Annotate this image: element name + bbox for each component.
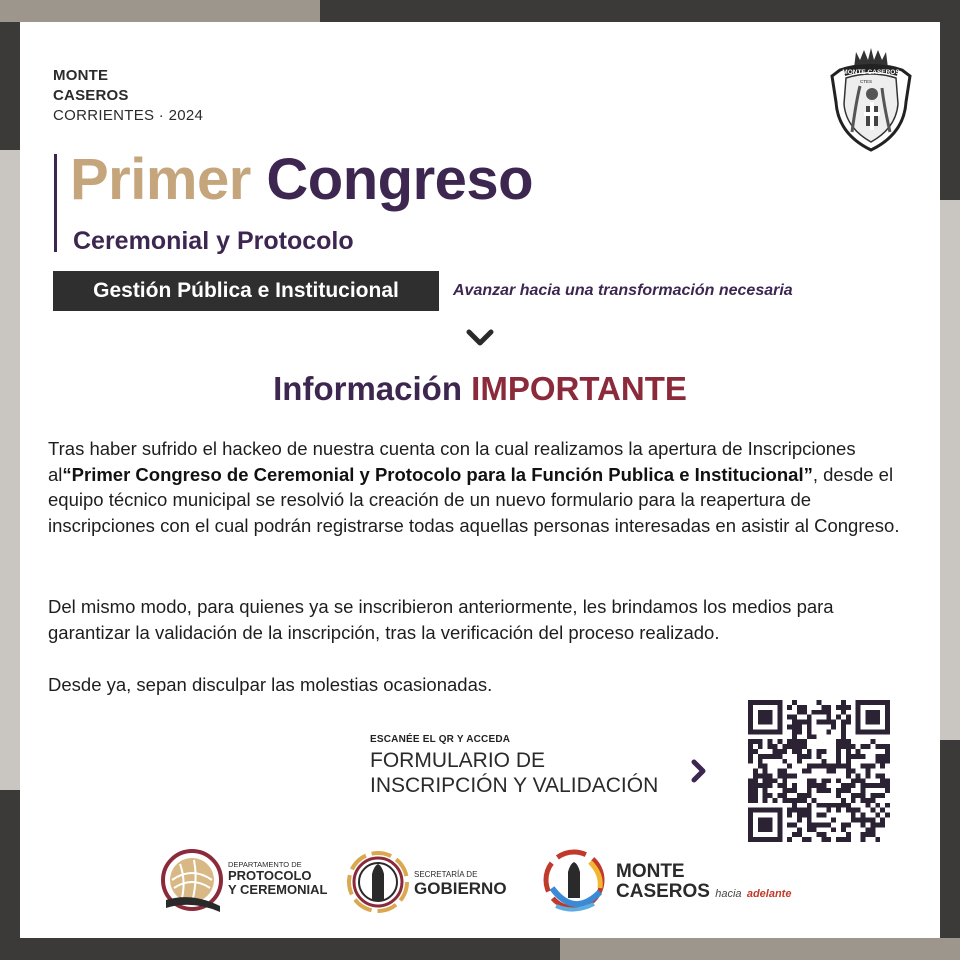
region-year: CORRIENTES · 2024	[53, 107, 204, 124]
frame-right-light	[940, 200, 960, 740]
secretaria-line1: GOBIERNO	[414, 879, 507, 898]
municipio-logo-text	[616, 862, 791, 904]
frame-bottom-gray	[560, 938, 960, 960]
info-heading-part1: Información	[273, 370, 462, 407]
paragraph-1	[48, 436, 918, 538]
paragraph-2: Del mismo modo, para quienes ya se inscribieron anteriormente, les brindamos los medios para garantizar la validación de la inscripción, tras la verificación del proceso realizado.	[48, 596, 834, 643]
city-line2: CASEROS	[53, 87, 129, 104]
info-heading-part2: IMPORTANTE	[471, 370, 687, 407]
form-title	[370, 748, 658, 798]
monte-caseros-crest-icon	[826, 42, 916, 154]
badge-gestion: Gestión Pública e Institucional	[53, 271, 439, 311]
protocolo-logo-icon	[160, 848, 226, 918]
secretaria-small: SECRETARÍA DE	[414, 870, 478, 879]
form-title-line2: INSCRIPCIÓN Y VALIDACIÓN	[370, 774, 659, 797]
svg-text:CTES: CTES	[860, 79, 873, 84]
poster-card	[20, 22, 940, 938]
info-heading	[20, 370, 940, 408]
p1-end: , desde el equipo técnico municipal se resolvió la creación de un nuevo formulario para la reapertura de inscripciones con el cual podrán registrarse todas aquellas personas interesadas en asistir al Congreso.	[48, 463, 900, 536]
municipio-line1: MONTE	[616, 861, 685, 882]
secretaria-logo-icon	[346, 848, 412, 918]
municipio-line2: CASEROS	[616, 881, 710, 902]
subtitle: Ceremonial y Protocolo	[73, 227, 354, 255]
form-title-line1: FORMULARIO DE	[370, 749, 546, 772]
municipio-logo-icon	[542, 848, 608, 918]
title-word-congreso: Congreso	[266, 147, 534, 212]
qr-instruction: ESCANÉE EL QR Y ACCEDA	[370, 734, 511, 745]
protocolo-small: DEPARTAMENTO DE	[228, 860, 302, 869]
qr-code[interactable]	[748, 700, 890, 842]
city-line1: MONTE	[53, 67, 109, 84]
protocolo-logo-text	[228, 860, 327, 897]
municipio-line2-wrap	[616, 882, 791, 904]
protocolo-line2: Y CEREMONIAL	[228, 882, 328, 897]
main-title	[70, 146, 533, 213]
frame-left-light	[0, 150, 20, 790]
secretaria-logo-text	[414, 870, 507, 899]
title-accent-bar	[54, 154, 57, 252]
p1-bold: “Primer Congreso de Ceremonial y Protocolo para la Función Publica e Institucional”	[62, 463, 813, 485]
frame-top-gray	[0, 0, 320, 22]
slogan-hacia: hacia	[715, 888, 742, 900]
chevron-down-icon	[466, 328, 494, 348]
location-block	[53, 66, 203, 126]
svg-text:MONTE CASEROS: MONTE CASEROS	[842, 69, 900, 76]
protocolo-line1: PROTOCOLO	[228, 868, 312, 883]
title-word-primer: Primer	[70, 147, 251, 212]
tagline: Avanzar hacia una transformación necesaria	[453, 282, 793, 299]
paragraph-3: Desde ya, sepan disculpar las molestias ocasionadas.	[48, 674, 493, 695]
slogan-adelante: adelante	[746, 888, 792, 900]
p1-start: Tras haber sufrido el hackeo de nuestra cuenta con la cual realizamos la apertura de Inscripciones al	[48, 438, 856, 485]
chevron-right-icon	[690, 758, 708, 784]
